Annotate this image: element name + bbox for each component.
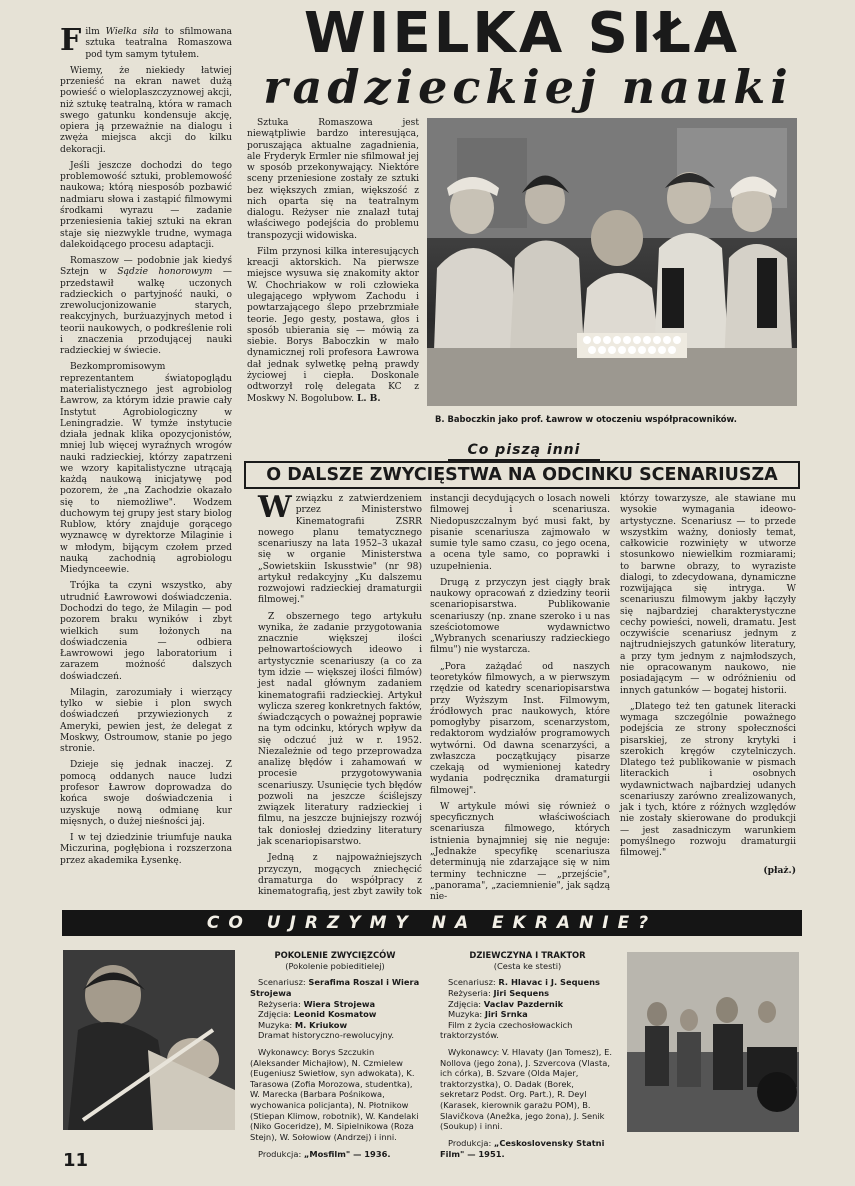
film1-illustration: [63, 950, 235, 1130]
article-paragraph: „Pora zażądać od naszych teoretyków filmowych, a w pierwszym rzędzie od katedry scenariopisarstwa przy Wyższym Inst. Filmowym, źródłowych prac naukowych, które pomogłyby pisarzom, scenarzystom, redaktorom wydziałów programowych wytwórni. Od dawna scenarzyści, a zwłaszcza początkujący pisarze czekają od wymienionej katedry wydania podręcznika dramaturgii filmowej".: [430, 661, 610, 796]
headline-subtitle: radzieckiej nauki: [263, 60, 793, 114]
film2-title: DZIEWCZYNA I TRAKTOR: [469, 950, 586, 960]
film1-details: [250, 950, 420, 1159]
film2-music: Muzyka: Jiri Srnka: [448, 1009, 528, 1020]
article-signature: (płaż.): [763, 864, 796, 876]
paragraph: Romaszow — podobnie jak kiedyś Sztejn w Sądzie honorowym — przedstawił walkę uczonych radzieckich o partyjność nauki, o zrewolucjonizowanie starych, reakcyjnych, burżuazyjnych metod i teorii naukowych, o podkreślenie roli i znaczenia przodującej nauki radzieckiej w świecie.: [60, 256, 232, 357]
review-signature: L. B.: [356, 393, 381, 405]
film1-title: POKOLENIE ZWYCIĘZCÓW: [274, 950, 396, 960]
paragraph: Jeśli jeszcze dochodzi do tego problemowość sztuki, problemowość naukowa; którą niesposób pozbawić nadmiaru słowa i zastąpić filmowymi środkami wyrazu — zadanie przeniesienia takiej sztuki na ekran staje się niezwykle trudne, wymaga dalekoidącego procesu adaptacji.: [60, 160, 232, 250]
article-paragraph: „Dlatego też ten gatunek literacki wymaga szczególnie poważnego podejścia ze strony społeczności pisarskiej, ze strony krytyki i szerokich kręgów czytelniczych. Dlatego też publikowanie w pismach literackich i osobnych wydawnictwach najbardziej udanych scenariuszy zarówno zrealizowanych, jak i tych, które z różnych względów nie zostały skierowane do produkcji — jest zasadniczym warunkiem pomyślnego rozwoju dramaturgii filmowej.": [620, 701, 796, 859]
film2-director: Reżyseria: Jiri Sequens: [448, 987, 550, 998]
film2-photo: [627, 952, 799, 1132]
dropcap-w: W: [258, 490, 292, 525]
article-paragraph: W artykule mówi się również o specyficznych właściwościach scenariusza filmowego, których istnienia bynajmniej się nie neguje: „Jednakże specyfikę scenariusza determinują nie zdarzające się w nim terminy techniczne — „przejście", „panorama", „zaciemnienie", jak sądzą nie-: [430, 801, 610, 903]
film1-photo: [63, 950, 235, 1130]
article-column-2: [430, 494, 610, 904]
film2-screenplay: Scenariusz: R. Hlavac i J. Sequens: [448, 977, 600, 988]
intro-paragraph: Film Wielka siła to sfilmowana sztuka teatralna Romaszowa pod tym samym tytułem.: [60, 23, 232, 60]
paragraph: Dzieje się jednak inaczej. Z pomocą oddanych nauce ludzi profesor Ławrow doprowadza do końca swoje doświadczenia i uzyskuje nową odmianę kur mięsnych, o dużej nieśności jaj.: [60, 760, 232, 827]
film2-photography: Zdjęcia: Vaclav Pazdernik: [448, 998, 564, 1009]
section-header: Co piszą inni: [448, 441, 600, 461]
paragraph: Milagin, zarozumiały i wierzący tylko w siebie i plon swych doświadczeń przywiezionych z Ameryki, pewien jest, że delegat z Moskwy, Ostroumow, stanie po jego stronie.: [60, 687, 232, 755]
film1-production: Produkcja: „Mosfilm" — 1936.: [258, 1148, 391, 1159]
paragraph: Wiemy, że niekiedy łatwiej przenieść na ekran nawet dużą powieść o wieloplaszczyznowej akcji, niż sztukę teatralną, która w ramach swego gatunku kondensuje akcję, opiera ją przeważnie na dialogu i zwęża miejsca akcji do kilku dekoracji.: [60, 65, 232, 155]
article-paragraph: Jedną z najpoważniejszych przyczyn, mogących zniechęcić dramaturga do współpracy z kinematografią, jest zbyt zawiły tok: [258, 853, 422, 898]
film1-photography: Zdjęcia: Leonid Kosmatow: [258, 1009, 377, 1020]
review-paragraph: Film przynosi kilka interesujących kreacji aktorskich. Na pierwsze miejsce wysuwa się znakomity aktor W. Chochriakow w roli człowieka ulegającego wpływom Zachodu i powtarzającego ślepo przebrzmiałe teorie. Jego gesty, postawa, głos i sposób ubierania się — mówią za siebie. Borys Baboczkin w mało dynamicznej roli profesora Ławrowa dał jednak sylwetkę pełną prawdy życiowej i ciepła. Doskonale odtworzył rolę delegata KC z Moskwy N. Bogolubow. L. B.: [247, 246, 419, 405]
review-column: [247, 118, 419, 438]
film2-details: [440, 950, 615, 1159]
lab-scene-photo: [427, 118, 797, 406]
film1-screenplay: Scenariusz: Serafima Roszal i Wiera Strojewa: [250, 977, 420, 998]
article-paragraph: instancji decydujących o losach noweli filmowej i scenariusza. Niedopuszczalnym być musi fakt, by pisanie scenariusza zajmowało w sumie tyle samo czasu, co jego ocena, a ocena tyle samo, co poprawki i uzupełnienia.: [430, 494, 610, 572]
left-article-column: [60, 23, 232, 907]
article-paragraph: Z obszernego tego artykułu wynika, że zadanie przygotowania znacznie większej ilości pełnowartościowych ideowo i artystycznie scenariuszy (a co za tym idzie — większej ilości filmów) jest nadal głównym zadaniem kinematografii radzieckiej. Artykuł wylicza szereg konkretnych faktów, świadczących o poważnej poprawie na tym odcinku, których wpływ da się odczuć już w r. 1952. Niezależnie od tego przeprowadza analizę błędów i zahamowań w procesie przygotowywania scenariuszy. Usunięcie tych błędów pozwoli na jeszcze ściślejszy związek literatury radzieckiej i filmu, na jeszcze bujniejszy rozwój tak doniosłej dziedziny literatury jak scenariopisarstwo.: [258, 611, 422, 847]
film2-production: Produkcja: „Ceskoslovensky Statni Film" — 1951.: [440, 1137, 605, 1159]
film1-subtitle: (Pokolenie pobieditielej): [285, 960, 385, 971]
paragraph: I w tej dziedzinie triumfuje nauka Miczurina, pogłębiona i rozszerzona przez akademika Łysenkę.: [60, 833, 232, 866]
film1-music: Muzyka: M. Kriukow: [258, 1019, 348, 1030]
paragraph: Trójka ta czyni wszystko, aby utrudnić Ławrowowi doświadczenia. Dochodzi do tego, że Milagin — pod pozorem braku wyników i zbyt wielkich sum łożonych na doświadczenia — odbiera Ławrowowi jego laboratorium i zarazem możność dalszych doświadczeń.: [60, 581, 232, 682]
article-title: O DALSZE ZWYCIĘSTWA NA ODCINKU SCENARIUSZA: [244, 461, 800, 489]
film2-genre: Film z życia czechosłowackich traktorzystów.: [440, 1019, 573, 1041]
film2-cast: Wykonawcy: V. Hlavaty (Jan Tomesz), E. Nollova (jego żona), J. Szvercova (Vlasta, ich córka), B. Szvare (Olda Majer, traktorzystka), O. Dadak (Borek, sekretarz Podst. Org. Part.), R. Deyl (Karasek, kierownik garażu POM), B. Slavičkova (Anežka, jego żona), J. Senik (Soukup) i inni.: [440, 1047, 612, 1132]
article-column-1: [258, 490, 422, 904]
paragraph: Bezkompromisowym reprezentantem światopoglądu materialistycznego jest agrobiolog Ławrow, za którym idzie prawie cały Instytut Agrobiologiczny w Leningradzie. W tymże instytucie działa jednak klika opozycjonistów, mniej lub więcej wyraźnych wrogów nauki radzieckiej, którzy zapatrzeni we wzory kapitalistyczne utrącają każdą naukową inicjatywę pod pozorem, że „na Zachodzie okazało się to niemożliwe". Wodzem duchowym tej grupy jest stary biolog Rublow, który znajduje gorącego wyznawcę w dyrektorze Milaginie i w młodym, bijącym czołem przed nauką zachodnią agrobiologu Miedynceewie.: [60, 362, 232, 576]
lab-scene-illustration: [427, 118, 797, 406]
article-paragraph: Drugą z przyczyn jest ciągły brak naukowy opracowań z dziedziny teorii scenariopisarstwa. Publikowanie scenariuszy (np. znane szeroko i u nas sześciotomowe wydawnictwo „Wybranych scenariuszy radzieckiego filmu") nie wystarcza.: [430, 577, 610, 656]
film1-director: Reżyseria: Wiera Strojewa: [258, 998, 376, 1009]
article-paragraph: którzy towarzysze, ale stawiane mu wysokie wymagania ideowo-artystyczne. Scenariusz — to przede wszystkim ważny, doniosły temat, całkowicie rozwinięty w utworze stosunkowo niewielkim rozmiarami; to barwne obrazy, to wyraziste dialogi, to zdecydowana, dynamiczne rozwijająca się intryga. W scenariuszu filmowym jakby łączyły się najbardziej charakterystyczne cechy powieści, noweli, dramatu. Jest oczywiście scenariusz jednym z najtrudniejszych gatunków literatury, a przy tym jednym z najmłodszych, nie opracowanym naukowo, nie posiadającym — w odróżnieniu od innych gatunków — bogatej historii.: [620, 494, 796, 696]
screen-banner: CO UJRZYMY NA EKRANIE?: [62, 910, 802, 936]
film1-genre: Dramat historyczno-rewolucyjny.: [258, 1030, 395, 1041]
film2-subtitle: (Cesta ke stesti): [493, 960, 562, 971]
article-column-3: [620, 494, 796, 904]
page-number: 11: [63, 1150, 89, 1171]
dropcap-f: F: [60, 23, 82, 58]
review-paragraph: Sztuka Romaszowa jest niewątpliwie bardzo interesująca, poruszająca aktualne zagadnienia, ale Fryderyk Ermler nie sfilmował jej w sposób przekonywający. Niektóre sceny przeniesione zostały ze sztuki bez większych zmian, większość z nich oparta się na teatralnym dialogu. Reżyser nie znalazł tutaj właściwego podejścia do problemu transpozycji widowiska.: [247, 118, 419, 241]
headline-title: WIELKA SIŁA: [303, 1, 741, 66]
photo-caption: B. Baboczkin jako prof. Ławrow w otoczeniu współpracowników.: [435, 414, 737, 424]
article-paragraph: Wzwiązku z zatwierdzeniem przez Ministerstwo Kinematografii ZSRR nowego planu tematycznego scenariuszy na lata 1952–3 ukazał się w organie Ministerstwa „Sowietskiin Iskusstwie" (nr 98) artykuł redakcyjny „Ku dalszemu rozwojowi radzieckiej dramaturgii filmowej.": [258, 490, 422, 606]
film2-illustration: [627, 952, 799, 1132]
film1-cast: Wykonawcy: Borys Szczukin (Aleksander Michajłow), N. Czmielew (Eugeniusz Swietłow, syn adwokata), K. Tarasowa (Zofia Morozowa, studentka), W. Marecka (Barbara Pośnikowa, wychowanica policjanta), N. Płotnikow (Stiepan Klimow, robotnik), W. Kandelaki (Niko Goceridze), M. Sipielnikowa (Roza Stejn), W. Sołowiow (Andrzej) i inni.: [250, 1047, 419, 1142]
